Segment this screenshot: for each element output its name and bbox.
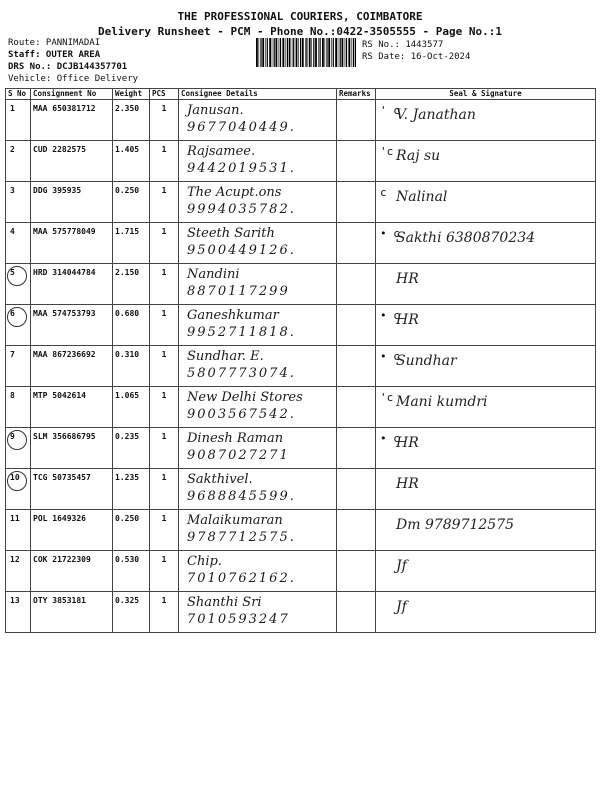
row-consignee bbox=[179, 428, 337, 469]
row-signature bbox=[376, 223, 596, 264]
table-row bbox=[6, 469, 596, 510]
row-signature bbox=[376, 346, 596, 387]
sno-text: 11 bbox=[10, 514, 20, 523]
table-row bbox=[6, 182, 596, 223]
table-row bbox=[6, 305, 596, 346]
consignee-name: Nandini bbox=[187, 267, 240, 282]
row-sno bbox=[6, 182, 31, 223]
tick-mark: • c bbox=[380, 350, 400, 363]
row-sno bbox=[6, 469, 31, 510]
signature: Raj su bbox=[396, 148, 441, 164]
signature: HR bbox=[396, 435, 419, 451]
table-row bbox=[6, 264, 596, 305]
signature: Jf bbox=[396, 599, 407, 615]
row-signature bbox=[376, 264, 596, 305]
row-consignee bbox=[179, 592, 337, 633]
row-consignee bbox=[179, 141, 337, 182]
row-pcs: 1 bbox=[150, 100, 179, 141]
tick-mark: • c bbox=[380, 227, 400, 240]
consignee-phone: 9688845599. bbox=[187, 489, 296, 504]
route-label: Route: PANNIMADAI bbox=[8, 38, 101, 48]
row-remarks bbox=[337, 592, 376, 633]
row-remarks bbox=[337, 346, 376, 387]
row-weight: 0.250 bbox=[113, 510, 150, 551]
row-remarks bbox=[337, 428, 376, 469]
row-sno bbox=[6, 100, 31, 141]
tick-mark: • c bbox=[380, 309, 400, 322]
row-sno bbox=[6, 510, 31, 551]
tick-mark: 'c bbox=[380, 145, 394, 158]
row-weight: 0.530 bbox=[113, 551, 150, 592]
col-consignee: Consignee Details bbox=[179, 89, 337, 100]
consignee-name: Chip. bbox=[187, 554, 222, 569]
sno-text: 5 bbox=[10, 268, 15, 277]
row-sno bbox=[6, 305, 31, 346]
sno-text: 6 bbox=[10, 309, 15, 318]
row-sno bbox=[6, 264, 31, 305]
consignee-phone: 7010762162. bbox=[187, 571, 296, 586]
row-signature bbox=[376, 141, 596, 182]
row-remarks bbox=[337, 264, 376, 305]
table-header-row bbox=[6, 89, 596, 100]
row-signature bbox=[376, 469, 596, 510]
row-sno bbox=[6, 428, 31, 469]
row-weight: 2.150 bbox=[113, 264, 150, 305]
consignee-phone: 7010593247 bbox=[187, 612, 290, 627]
signature: Sundhar bbox=[396, 353, 457, 369]
table-row bbox=[6, 592, 596, 633]
row-sno bbox=[6, 551, 31, 592]
row-weight: 2.350 bbox=[113, 100, 150, 141]
signature: HR bbox=[396, 312, 419, 328]
sno-text: 3 bbox=[10, 186, 15, 195]
row-consignment: TCG 50735457 bbox=[31, 469, 113, 510]
consignee-name: Steeth Sarith bbox=[187, 226, 275, 241]
row-pcs: 1 bbox=[150, 264, 179, 305]
row-consignee bbox=[179, 223, 337, 264]
runsheet-subtitle: Delivery Runsheet - PCM - Phone No.:0422-3505555 - Page No.:1 bbox=[98, 25, 502, 38]
table-row bbox=[6, 387, 596, 428]
row-signature bbox=[376, 182, 596, 223]
row-remarks bbox=[337, 141, 376, 182]
row-consignee bbox=[179, 387, 337, 428]
row-weight: 1.235 bbox=[113, 469, 150, 510]
consignee-name: Janusan. bbox=[187, 103, 244, 118]
sno-text: 8 bbox=[10, 391, 15, 400]
row-pcs: 1 bbox=[150, 469, 179, 510]
signature: Mani kumdri bbox=[396, 394, 488, 410]
tick-mark: 'c bbox=[380, 391, 394, 404]
row-consignment: HRD 314044784 bbox=[31, 264, 113, 305]
row-consignee bbox=[179, 100, 337, 141]
sno-text: 1 bbox=[10, 104, 15, 113]
row-weight: 0.235 bbox=[113, 428, 150, 469]
table-row bbox=[6, 223, 596, 264]
consignee-name: Malaikumaran bbox=[187, 513, 283, 528]
row-signature bbox=[376, 387, 596, 428]
row-weight: 1.065 bbox=[113, 387, 150, 428]
row-sno bbox=[6, 223, 31, 264]
row-consignee bbox=[179, 510, 337, 551]
consignee-phone: 9677040449. bbox=[187, 120, 296, 135]
sno-text: 2 bbox=[10, 145, 15, 154]
tick-mark: ' c bbox=[380, 104, 400, 117]
consignee-phone: 9442019531. bbox=[187, 161, 296, 176]
col-sno: S No bbox=[6, 89, 31, 100]
consignee-phone: 9087027271 bbox=[187, 448, 290, 463]
row-consignment: MAA 867236692 bbox=[31, 346, 113, 387]
row-remarks bbox=[337, 387, 376, 428]
tick-mark: • c bbox=[380, 432, 400, 445]
consignee-name: Sundhar. E. bbox=[187, 349, 264, 364]
row-signature bbox=[376, 428, 596, 469]
runsheet-table bbox=[5, 88, 596, 633]
signature: HR bbox=[396, 476, 419, 492]
consignee-name: Shanthi Sri bbox=[187, 595, 262, 610]
rs-number: RS No.: 1443577 bbox=[362, 40, 444, 50]
signature: V. Janathan bbox=[396, 107, 476, 123]
consignee-name: Ganeshkumar bbox=[187, 308, 279, 323]
row-consignment: SLM 356686795 bbox=[31, 428, 113, 469]
row-pcs: 1 bbox=[150, 592, 179, 633]
row-consignment: COK 21722309 bbox=[31, 551, 113, 592]
signature: Dm 9789712575 bbox=[396, 517, 515, 533]
row-remarks bbox=[337, 551, 376, 592]
col-consignment: Consignment No bbox=[31, 89, 113, 100]
consignee-name: Dinesh Raman bbox=[187, 431, 284, 446]
row-signature bbox=[376, 592, 596, 633]
table-row bbox=[6, 346, 596, 387]
row-weight: 0.250 bbox=[113, 182, 150, 223]
row-remarks bbox=[337, 469, 376, 510]
consignee-phone: 9952711818. bbox=[187, 325, 296, 340]
rs-date: RS Date: 16-Oct-2024 bbox=[362, 52, 471, 62]
row-remarks bbox=[337, 182, 376, 223]
row-sno bbox=[6, 592, 31, 633]
row-signature bbox=[376, 551, 596, 592]
row-pcs: 1 bbox=[150, 305, 179, 346]
row-remarks bbox=[337, 223, 376, 264]
company-title: THE PROFESSIONAL COURIERS, COIMBATORE bbox=[177, 10, 423, 23]
tick-mark: c bbox=[380, 186, 387, 199]
row-pcs: 1 bbox=[150, 141, 179, 182]
sno-text: 10 bbox=[10, 473, 20, 482]
row-consignee bbox=[179, 305, 337, 346]
consignee-name: New Delhi Stores bbox=[187, 390, 303, 405]
row-consignment: OTY 3853181 bbox=[31, 592, 113, 633]
row-weight: 0.325 bbox=[113, 592, 150, 633]
row-pcs: 1 bbox=[150, 182, 179, 223]
table-row bbox=[6, 510, 596, 551]
signature: Jf bbox=[396, 558, 407, 574]
row-weight: 1.715 bbox=[113, 223, 150, 264]
drs-number: DRS No.: DCJB144357701 bbox=[8, 62, 128, 72]
table-row bbox=[6, 551, 596, 592]
barcode-image bbox=[256, 38, 356, 67]
table-row bbox=[6, 428, 596, 469]
col-pcs: PCS bbox=[150, 89, 179, 100]
row-consignment: MTP 5042614 bbox=[31, 387, 113, 428]
consignee-phone: 8870117299 bbox=[187, 284, 290, 299]
row-consignment: MAA 574753793 bbox=[31, 305, 113, 346]
table-row bbox=[6, 141, 596, 182]
consignee-phone: 9994035782. bbox=[187, 202, 296, 217]
col-remarks: Remarks bbox=[337, 89, 376, 100]
row-weight: 1.405 bbox=[113, 141, 150, 182]
row-consignee bbox=[179, 469, 337, 510]
row-remarks bbox=[337, 510, 376, 551]
row-remarks bbox=[337, 100, 376, 141]
sno-text: 9 bbox=[10, 432, 15, 441]
row-sno bbox=[6, 346, 31, 387]
row-remarks bbox=[337, 305, 376, 346]
row-consignment: POL 1649326 bbox=[31, 510, 113, 551]
row-pcs: 1 bbox=[150, 387, 179, 428]
row-pcs: 1 bbox=[150, 551, 179, 592]
row-signature bbox=[376, 100, 596, 141]
col-weight: Weight bbox=[113, 89, 150, 100]
sno-text: 13 bbox=[10, 596, 20, 605]
row-signature bbox=[376, 305, 596, 346]
consignee-name: Rajsamee. bbox=[187, 144, 256, 159]
row-sno bbox=[6, 387, 31, 428]
row-pcs: 1 bbox=[150, 428, 179, 469]
col-signature: Seal & Signature bbox=[376, 89, 596, 100]
sno-text: 12 bbox=[10, 555, 20, 564]
row-consignee bbox=[179, 346, 337, 387]
row-weight: 0.310 bbox=[113, 346, 150, 387]
staff-label: Staff: OUTER AREA bbox=[8, 50, 101, 60]
consignee-phone: 9003567542. bbox=[187, 407, 296, 422]
row-consignee bbox=[179, 551, 337, 592]
signature: Nalinal bbox=[396, 189, 448, 205]
vehicle-label: Vehicle: Office Delivery bbox=[8, 74, 139, 84]
row-pcs: 1 bbox=[150, 510, 179, 551]
signature: Sakthi 6380870234 bbox=[396, 230, 536, 246]
sno-text: 4 bbox=[10, 227, 15, 236]
row-weight: 0.680 bbox=[113, 305, 150, 346]
row-consignment: MAA 650381712 bbox=[31, 100, 113, 141]
row-signature bbox=[376, 510, 596, 551]
row-consignment: DDG 395935 bbox=[31, 182, 113, 223]
row-consignment: CUD 2282575 bbox=[31, 141, 113, 182]
consignee-phone: 9787712575. bbox=[187, 530, 296, 545]
consignee-name: The Acupt.ons bbox=[187, 185, 282, 200]
consignee-name: Sakthivel. bbox=[187, 472, 253, 487]
row-consignment: MAA 575778049 bbox=[31, 223, 113, 264]
row-consignee bbox=[179, 182, 337, 223]
row-pcs: 1 bbox=[150, 346, 179, 387]
consignee-phone: 5807773074. bbox=[187, 366, 296, 381]
consignee-phone: 9500449126. bbox=[187, 243, 296, 258]
row-sno bbox=[6, 141, 31, 182]
table-row bbox=[6, 100, 596, 141]
sno-text: 7 bbox=[10, 350, 15, 359]
signature: HR bbox=[396, 271, 419, 287]
row-pcs: 1 bbox=[150, 223, 179, 264]
row-consignee bbox=[179, 264, 337, 305]
